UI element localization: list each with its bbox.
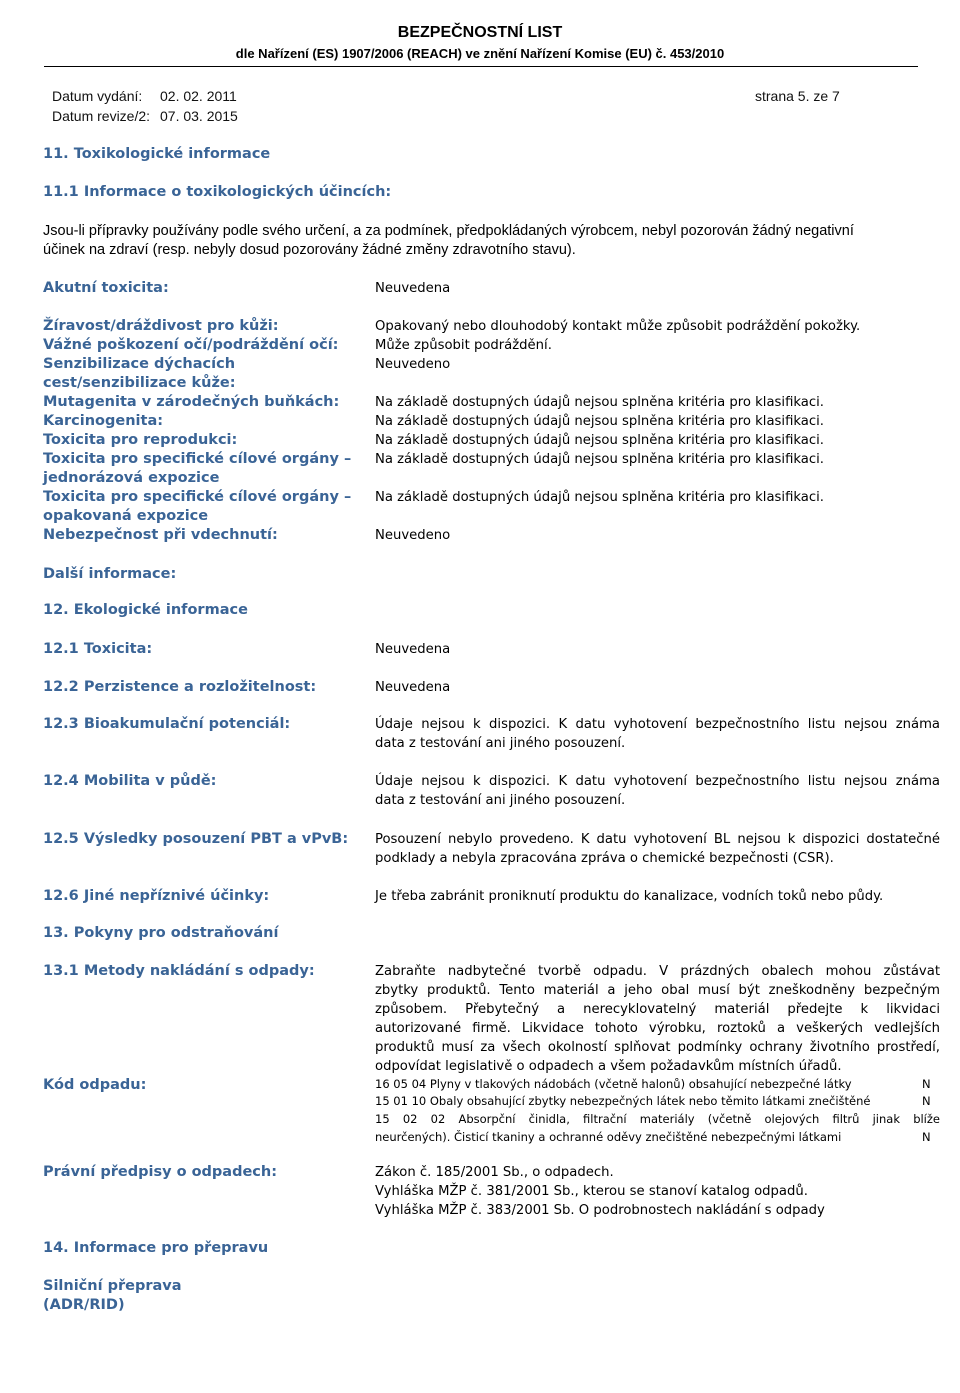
methods-line-1: Zabraňte nadbytečné tvorbě odpadu. V prázdných obalech mohou zůstávat [375, 964, 940, 979]
value-eye-damage: Může způsobit podráždění. [375, 338, 552, 353]
label-stot-single-2: jednorázová expozice [43, 470, 220, 486]
section-11-title: 11. Toxikologické informace [43, 146, 271, 162]
waste-code-row-4-mark: N [922, 1130, 931, 1144]
waste-code-row-2: 15 01 10 Obaly obsahující zbytky nebezpečných látek nebo těmito látkami znečištěné [375, 1094, 871, 1108]
section-11-1-title: 11.1 Informace o toxikologických účincích: [43, 184, 392, 200]
label-13-1-methods: 13.1 Metody nakládání s odpady: [43, 963, 315, 979]
value-carcinogenicity: Na základě dostupných údajů nejsou splněna kritéria pro klasifikaci. [375, 414, 824, 429]
methods-line-4: autorizované firmě. Likvidace tohoto výrobku, roztoků a veškerých vedlejších [375, 1021, 940, 1036]
label-further-info: Další informace: [43, 566, 177, 582]
value-aspiration-hazard: Neuvedeno [375, 528, 451, 543]
label-12-4-mobility: 12.4 Mobilita v půdě: [43, 773, 217, 789]
legislation-line-3: Vyhláška MŽP č. 383/2001 Sb. O podrobnostech nakládání s odpady [375, 1203, 825, 1218]
label-stot-repeated-2: opakovaná expozice [43, 508, 209, 524]
value-stot-repeated: Na základě dostupných údajů nejsou splněna kritéria pro klasifikaci. [375, 490, 824, 505]
value-acute-toxicity: Neuvedena [375, 281, 451, 296]
label-12-3-bioaccumulation: 12.3 Bioakumulační potenciál: [43, 716, 291, 732]
value-12-6-other-effects: Je třeba zabránit proniknutí produktu do kanalizace, vodních toků nebo půdy. [375, 889, 884, 904]
label-12-1-toxicity: 12.1 Toxicita: [43, 641, 153, 657]
section-11-intro-line-1: Jsou-li přípravky používány podle svého určení, a za podmínek, předpokládaných výrobcem, nebyl pozorován žádný negativní [43, 223, 854, 239]
section-11-intro-line-2: účinek na zdraví (resp. nebyly dosud pozorovány žádné změny zdravotního stavu). [43, 242, 576, 258]
label-stot-repeated-1: Toxicita pro specifické cílové orgány – [43, 489, 352, 505]
label-skin-corrosion: Žíravost/dráždivost pro kůži: [43, 318, 279, 334]
label-reproductive-toxicity: Toxicita pro reprodukci: [43, 432, 238, 448]
label-eye-damage: Vážné poškození očí/podráždění očí: [43, 337, 339, 353]
value-12-2-persistence: Neuvedena [375, 680, 451, 695]
value-12-5-line-2: podklady a nebyla zpracována zpráva o chemické bezpečnosti (CSR). [375, 851, 834, 866]
value-12-5-line-1: Posouzení nebylo provedeno. K datu vyhotovení BL nejsou k dispozici dostatečné [375, 832, 940, 847]
legislation-line-1: Zákon č. 185/2001 Sb., o odpadech. [375, 1165, 614, 1180]
label-12-5-pbt: 12.5 Výsledky posouzení PBT a vPvB: [43, 831, 349, 847]
label-waste-code: Kód odpadu: [43, 1077, 147, 1093]
value-12-3-line-2: data z testování ani jiného posouzení. [375, 736, 626, 751]
methods-line-6: odpovídat legislativě o odpadech a všem požadavkům místních úřadů. [375, 1059, 842, 1074]
label-road-transport-1: Silniční přeprava [43, 1278, 182, 1294]
revision-date-label: Datum revize/2: [52, 108, 151, 124]
value-12-4-line-2: data z testování ani jiného posouzení. [375, 793, 626, 808]
section-13-title: 13. Pokyny pro odstraňování [43, 925, 279, 941]
value-sensitisation: Neuvedeno [375, 357, 451, 372]
label-12-2-persistence: 12.2 Perzistence a rozložitelnost: [43, 679, 317, 695]
waste-code-row-3: 15 02 02 Absorpční činidla, filtrační materiály (včetně olejových filtrů jinak blíže [375, 1112, 940, 1126]
label-stot-single-1: Toxicita pro specifické cílové orgány – [43, 451, 352, 467]
methods-line-3: způsobem. Přebytečný a nerecyklovatelný materiál předejte k likvidaci [375, 1002, 940, 1017]
value-stot-single: Na základě dostupných údajů nejsou splněna kritéria pro klasifikaci. [375, 452, 824, 467]
label-sensitisation-1: Senzibilizace dýchacích [43, 356, 236, 372]
label-acute-toxicity: Akutní toxicita: [43, 280, 169, 296]
value-skin-corrosion: Opakovaný nebo dlouhodobý kontakt může způsobit podráždění pokožky. [375, 319, 861, 334]
label-aspiration-hazard: Nebezpečnost při vdechnutí: [43, 527, 278, 543]
label-12-6-other-effects: 12.6 Jiné nepříznivé účinky: [43, 888, 270, 904]
label-carcinogenicity: Karcinogenita: [43, 413, 164, 429]
document-subtitle: dle Nařízení (ES) 1907/2006 (REACH) ve znění Nařízení Komise (EU) č. 453/2010 [235, 46, 725, 61]
revision-date: 07. 03. 2015 [160, 108, 238, 124]
waste-code-row-1-mark: N [922, 1077, 931, 1091]
page-number: strana 5. ze 7 [755, 88, 840, 104]
value-reproductive-toxicity: Na základě dostupných údajů nejsou splněna kritéria pro klasifikaci. [375, 433, 824, 448]
section-14-title: 14. Informace pro přepravu [43, 1240, 269, 1256]
label-sensitisation-2: cest/senzibilizace kůže: [43, 375, 236, 391]
label-road-transport-2: (ADR/RID) [43, 1297, 125, 1313]
waste-code-row-4: neurčených). Čisticí tkaniny a ochranné oděvy znečištěné nebezpečnými látkami [375, 1130, 842, 1144]
value-12-3-line-1: Údaje nejsou k dispozici. K datu vyhotovení bezpečnostního listu nejsou známa [375, 717, 940, 732]
value-mutagenicity: Na základě dostupných údajů nejsou splněna kritéria pro klasifikaci. [375, 395, 824, 410]
label-waste-legislation: Právní předpisy o odpadech: [43, 1164, 278, 1180]
section-12-title: 12. Ekologické informace [43, 602, 248, 618]
waste-code-row-2-mark: N [922, 1094, 931, 1108]
document-title: BEZPEČNOSTNÍ LIST [397, 24, 563, 41]
label-mutagenicity: Mutagenita v zárodečných buňkách: [43, 394, 340, 410]
methods-line-5: produktů musí za všech okolností splňovat podmínky ochrany životního prostředí, [375, 1040, 940, 1055]
issue-date: 02. 02. 2011 [160, 88, 237, 104]
header-divider [44, 66, 918, 67]
waste-code-row-1: 16 05 04 Plyny v tlakových nádobách (včetně halonů) obsahující nebezpečné látky [375, 1077, 852, 1091]
value-12-1-toxicity: Neuvedena [375, 642, 451, 657]
legislation-line-2: Vyhláška MŽP č. 381/2001 Sb., kterou se stanoví katalog odpadů. [375, 1184, 808, 1199]
methods-line-2: zbytky produktů. Tento materiál a jeho obal musí být zneškodněny bezpečným [375, 983, 940, 998]
value-12-4-line-1: Údaje nejsou k dispozici. K datu vyhotovení bezpečnostního listu nejsou známa [375, 774, 940, 789]
issue-date-label: Datum vydání: [52, 88, 143, 104]
